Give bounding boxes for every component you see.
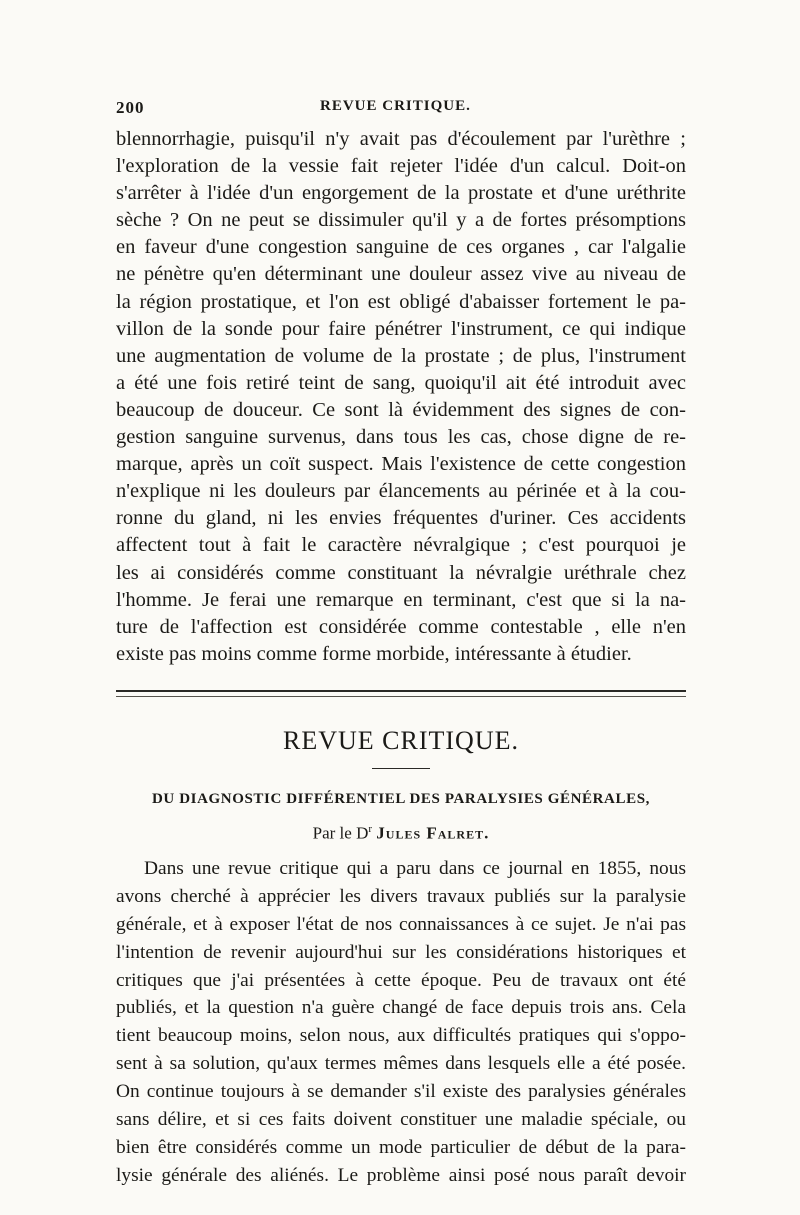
text-line: l'exploration de la vessie fait rejeter l'idée d'un calcul. Doit-on: [116, 155, 686, 178]
article-paragraph: [116, 855, 686, 1190]
text-line: a été une fois retiré teint de sang, quoiqu'il ait été introduit avec: [116, 371, 686, 394]
paragraph-continued: [116, 126, 686, 668]
divider-thin-rule: [116, 696, 686, 697]
author-name: Jules Falret.: [376, 823, 490, 843]
text-line: On continue toujours à se demander s'il existe des paralysies générales: [116, 1081, 686, 1103]
text-line: les ai considérés comme constituant la névralgie uréthrale chez: [116, 561, 686, 584]
text-line: ronne du gland, ni les envies fréquentes d'uriner. Ces accidents: [116, 507, 686, 530]
text-line: affectent tout à fait le caractère névralgique ; c'est pourquoi je: [116, 534, 686, 557]
byline: [116, 823, 686, 855]
page-number: 200: [116, 98, 145, 117]
running-title: REVUE CRITIQUE.: [320, 98, 471, 114]
text-line: lysie générale des aliénés. Le problème ainsi posé nous paraît devoir: [116, 1164, 686, 1186]
byline-sup: r: [368, 822, 373, 835]
text-line: sans délire, et si ces faits doivent constituer une maladie spéciale, ou: [116, 1109, 686, 1131]
text-line: publiés, et la question n'a guère changé de face depuis trois ans. Cela: [116, 997, 686, 1019]
text-line: n'explique ni les douleurs par élancements au périnée et à la cou-: [116, 480, 686, 503]
text-line: ture de l'affection est considérée comme contestable , elle n'en: [116, 615, 686, 638]
running-head: [116, 98, 686, 126]
text-line: tient beaucoup moins, selon nous, aux difficultés pratiques qui s'oppo-: [116, 1025, 686, 1047]
text-line: avons cherché à apprécier les divers travaux publiés sur la paralysie: [116, 885, 686, 907]
text-line: existe pas moins comme forme morbide, intéressante à étudier.: [116, 642, 632, 665]
text-line: beaucoup de douceur. Ce sont là évidemment des signes de con-: [116, 398, 686, 421]
text-line: critiques que j'ai présentées à cette époque. Peu de travaux ont été: [116, 969, 686, 991]
text-line: générale, et à exposer l'état de nos connaissances à ce sujet. Je n'ai pas: [116, 913, 686, 935]
divider-thick-rule: [116, 690, 686, 692]
text-line: sèche ? On ne peut se dissimuler qu'il y a de fortes présomptions: [116, 209, 686, 232]
byline-prefix: Par le D: [312, 823, 369, 843]
text-line: gestion sanguine survenus, dans tous les cas, chose digne de re-: [116, 426, 686, 449]
section-divider: [116, 688, 686, 706]
text-line: marque, après un coït suspect. Mais l'existence de cette congestion: [116, 453, 686, 476]
text-line: une augmentation de volume de la prostate ; de plus, l'instrument: [116, 344, 686, 367]
text-line: la région prostatique, et l'on est obligé d'abaisser fortement le pa-: [116, 290, 686, 313]
text-line: sent à sa solution, qu'aux termes mêmes dans lesquels elle a été posée.: [116, 1053, 686, 1075]
title-ornament-rule: [372, 768, 430, 779]
text-line: l'homme. Je ferai une remarque en terminant, c'est que si la na-: [116, 588, 686, 611]
text-line: s'arrêter à l'idée d'un engorgement de la prostate et d'une uréthrite: [116, 182, 686, 205]
text-line: ne pénètre qu'en déterminant une douleur assez vive au niveau de: [116, 263, 686, 286]
book-page: [116, 98, 686, 1190]
article-title: DU DIAGNOSTIC DIFFÉRENTIEL DES PARALYSIES GÉNÉRALES,: [152, 790, 650, 807]
text-line: bien être considérés comme un mode particulier de début de la para-: [116, 1136, 686, 1158]
text-line: Dans une revue critique qui a paru dans ce journal en 1855, nous: [144, 857, 686, 879]
section-title: REVUE CRITIQUE.: [283, 725, 519, 755]
text-line: blennorrhagie, puisqu'il n'y avait pas d'écoulement par l'urèthre ;: [116, 128, 686, 150]
text-line: l'intention de revenir aujourd'hui sur les considérations historiques et: [116, 941, 686, 963]
text-line: en faveur d'une congestion sanguine de ces organes , car l'algalie: [116, 236, 686, 259]
text-line: villon de la sonde pour faire pénétrer l'instrument, ce qui indique: [116, 317, 686, 340]
